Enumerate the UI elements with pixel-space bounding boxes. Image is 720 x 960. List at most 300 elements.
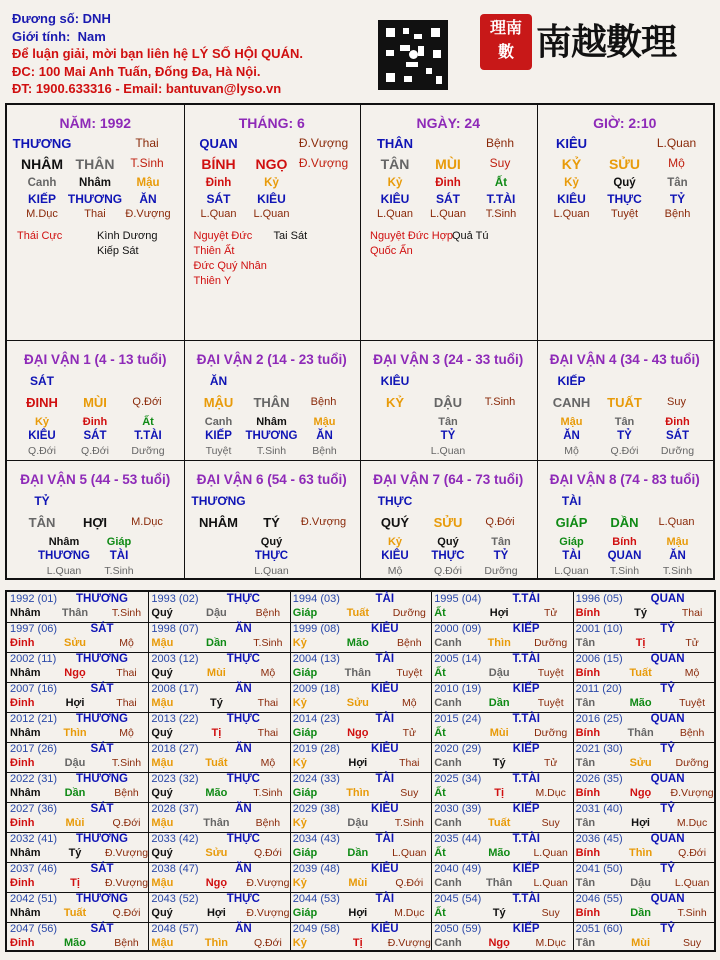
gender-label: Giới tính: <box>12 28 71 44</box>
year-cell <box>148 802 289 832</box>
year-branch: Tý <box>68 847 82 859</box>
year-stem: Canh <box>434 697 462 709</box>
dv-hidden-stem: Quý <box>437 536 459 548</box>
year-branch: Dậu <box>630 877 651 889</box>
year-cell <box>573 712 714 742</box>
year-state: Dưỡng <box>534 727 568 739</box>
year-label: 2025 (34) <box>434 773 482 785</box>
year-stem: Quý <box>151 607 173 619</box>
luck-title: ĐẠI VẬN 5 (44 - 53 tuổi) <box>20 472 171 487</box>
year-god: SÁT <box>90 743 114 755</box>
pillar-stem: KỶ <box>561 156 582 172</box>
year-branch: Thân <box>627 727 654 739</box>
year-god: TỶ <box>660 683 675 695</box>
year-god: KIÊU <box>371 623 399 635</box>
year-god: THỰC <box>226 833 260 845</box>
year-cell <box>148 712 289 742</box>
year-branch: Hợi <box>348 907 368 919</box>
dv-hidden-stem: Bính <box>612 536 637 548</box>
year-label: 2020 (29) <box>434 743 482 755</box>
year-branch: Mùi <box>348 877 368 889</box>
year-stem: Đinh <box>10 937 35 949</box>
pillar-title: NĂM: 1992 <box>59 115 132 131</box>
year-label: 2047 (56) <box>10 923 58 935</box>
year-state: Đ.Vượng <box>246 907 290 919</box>
year-stem: Kỷ <box>292 697 307 709</box>
pillar-state: Thai <box>135 136 159 150</box>
year-god: TỶ <box>660 923 675 935</box>
year-state: L.Quan <box>674 877 710 889</box>
year-cell <box>148 652 289 682</box>
year-state: Suy <box>683 937 702 949</box>
year-label: 2034 (43) <box>292 833 340 845</box>
year-god: KIẾP <box>512 623 540 635</box>
year-stem: Giáp <box>292 847 318 859</box>
pillar-hidden-god: THỰC <box>607 192 642 206</box>
year-label: 1993 (02) <box>151 593 199 605</box>
year-state: Q.Đới <box>253 847 282 859</box>
luck-branch: DẬU <box>433 395 463 410</box>
year-label: 2017 (26) <box>10 743 58 755</box>
year-state: Đ.Vượng <box>246 877 290 889</box>
year-god: THỰC <box>226 653 260 665</box>
year-branch: Tý <box>492 907 506 919</box>
major-luck-3 <box>360 342 537 460</box>
pillar-star: Thiên Y <box>193 275 232 287</box>
year-cell <box>431 802 572 832</box>
dv-hidden-state: Q.Đới <box>81 445 109 457</box>
dv-hidden-state: T.Sinh <box>104 565 134 577</box>
year-label: 2042 (51) <box>10 893 58 905</box>
year-state: Tuyệt <box>679 697 706 709</box>
year-branch: Tý <box>209 697 223 709</box>
pillar-hidden-stem: Kỷ <box>564 177 579 189</box>
dv-hidden-stem: Kỷ <box>34 416 50 428</box>
year-cell <box>7 892 148 922</box>
year-state: Đ.Vượng <box>670 787 714 799</box>
year-branch: Thìn <box>487 637 511 649</box>
year-state: Đ.Vượng <box>104 877 149 889</box>
pillar-hidden-state: T.Sinh <box>485 208 517 220</box>
year-label: 2033 (42) <box>151 833 199 845</box>
year-god: KIẾP <box>512 743 540 755</box>
year-state: Dưỡng <box>392 607 426 619</box>
pillar-star: Thiên Ất <box>193 245 235 257</box>
luck-branch: MÙI <box>83 395 107 410</box>
chart-grid <box>5 103 715 580</box>
year-cell <box>7 862 148 892</box>
pillar-star: Thái Cực <box>17 230 63 242</box>
pillar-hidden-state: L.Quan <box>376 208 414 220</box>
year-god: ĂN <box>235 743 252 755</box>
year-state: M.Dục <box>394 907 425 919</box>
year-state: Tử <box>402 727 417 739</box>
dv-hidden-state: Mộ <box>564 445 579 457</box>
year-cell <box>290 622 431 652</box>
dv-hidden-god: TÀI <box>109 550 129 562</box>
luck-stem: CANH <box>552 395 591 410</box>
year-stem: Tân <box>575 697 596 709</box>
year-state: Mộ <box>684 667 700 679</box>
year-god: KIẾP <box>512 923 540 935</box>
pillar-title: THÁNG: 6 <box>238 115 305 131</box>
year-god: TỶ <box>660 623 675 635</box>
pillar-hidden-state: L.Quan <box>429 208 467 220</box>
luck-title: ĐẠI VẬN 8 (74 - 83 tuổi) <box>549 472 700 487</box>
dv-hidden-stem: Giáp <box>106 536 132 548</box>
year-cell <box>290 652 431 682</box>
year-label: 2014 (23) <box>292 713 340 725</box>
pillar-star: Nguyệt Đức <box>193 230 253 242</box>
year-cell <box>573 682 714 712</box>
year-god: ĂN <box>235 923 252 935</box>
luck-title: ĐẠI VẬN 1 (4 - 13 tuổi) <box>23 352 167 367</box>
year-cell <box>431 772 572 802</box>
year-state: Thai <box>257 727 279 739</box>
year-god: THƯƠNG <box>76 773 128 785</box>
year-stem: Quý <box>151 907 173 919</box>
year-branch: Sửu <box>629 757 652 769</box>
year-cell <box>431 592 572 622</box>
year-stem: Kỷ <box>292 877 307 889</box>
luck-state: M.Dục <box>131 516 163 528</box>
year-label: 2035 (44) <box>434 833 482 845</box>
year-branch: Tuất <box>346 607 369 619</box>
year-branch: Tị <box>352 937 363 949</box>
luck-state: Q.Đới <box>132 396 162 408</box>
luck-state: Bệnh <box>310 396 337 408</box>
pillar-branch: SỬU <box>608 156 641 172</box>
year-cell <box>573 862 714 892</box>
year-stem: Quý <box>151 847 173 859</box>
year-stem: Giáp <box>292 907 318 919</box>
year-branch: Thìn <box>204 937 228 949</box>
luck-god: SÁT <box>30 374 54 388</box>
pillar-hidden-state: Thai <box>84 208 106 220</box>
year-label: 2001 (10) <box>575 623 623 635</box>
year-branch: Tuất <box>487 817 511 829</box>
year-cell <box>148 682 289 712</box>
year-state: M.Dục <box>676 817 708 829</box>
pillar-branch: THÂN <box>75 156 115 172</box>
year-stem: Bính <box>575 847 601 859</box>
year-branch: Thìn <box>346 787 370 799</box>
year-label: 2050 (59) <box>434 923 482 935</box>
year-cell <box>290 862 431 892</box>
year-god: TỶ <box>660 863 675 875</box>
year-state: Mộ <box>119 637 134 649</box>
year-branch: Ngọ <box>347 727 369 739</box>
year-stem: Ất <box>434 907 446 919</box>
year-branch: Thân <box>486 877 513 889</box>
year-branch: Mão <box>205 787 228 799</box>
year-label: 2013 (22) <box>151 713 199 725</box>
dv-hidden-stem: Mậu <box>560 416 583 428</box>
year-label: 2043 (52) <box>151 893 199 905</box>
year-branch: Sửu <box>63 637 87 649</box>
year-god: THƯƠNG <box>76 593 128 605</box>
dv-hidden-god: ĂN <box>316 430 333 442</box>
pillar-star: Nguyệt Đức Hợp <box>370 230 454 242</box>
year-cell <box>290 922 431 952</box>
year-state: Q.Đới <box>253 937 282 949</box>
major-luck-7 <box>360 462 537 580</box>
luck-god: ĂN <box>209 374 228 388</box>
year-god: SÁT <box>90 923 114 935</box>
luck-title: ĐẠI VẬN 6 (54 - 63 tuổi) <box>196 472 347 487</box>
year-state: Dưỡng <box>534 637 568 649</box>
year-cell <box>573 802 714 832</box>
phone-email-line: ĐT: 1900.633316 - Email: bantuvan@lyso.vn <box>12 81 282 96</box>
pillar-hidden-god: SÁT <box>436 192 460 206</box>
dv-hidden-stem: Đinh <box>665 416 690 428</box>
year-cell <box>573 892 714 922</box>
pillar-hidden-stem: Kỷ <box>387 177 403 189</box>
year-cell <box>7 712 148 742</box>
year-cell <box>573 742 714 772</box>
year-cell <box>148 892 289 922</box>
pillar-hidden-god: THƯƠNG <box>67 192 123 206</box>
year-cell <box>290 682 431 712</box>
year-stem: Giáp <box>292 667 318 679</box>
pillar-hidden-stem: Kỷ <box>264 177 279 189</box>
year-stem: Nhâm <box>10 907 41 919</box>
dv-hidden-god: THỰC <box>431 550 465 562</box>
year-stem: Ất <box>434 667 446 679</box>
year-state: Bệnh <box>255 817 281 829</box>
pillar-2 <box>184 105 361 340</box>
dv-hidden-state: T.Sinh <box>609 565 640 577</box>
year-state: Suy <box>400 787 419 799</box>
year-cell <box>148 742 289 772</box>
luck-stem: ĐINH <box>26 395 58 410</box>
year-stem: Ất <box>434 847 446 859</box>
year-state: Suy <box>541 817 560 829</box>
year-branch: Mão <box>629 697 652 709</box>
owner-value: DNH <box>82 11 111 26</box>
pillar-branch-state: Mộ <box>668 156 685 170</box>
year-stem: Tân <box>575 757 596 769</box>
luck-branch: SỬU <box>433 515 463 530</box>
year-cell <box>290 742 431 772</box>
luck-state: Q.Đới <box>485 516 515 528</box>
luck-state: T.Sinh <box>484 396 516 408</box>
year-branch: Dậu <box>206 607 227 619</box>
dv-hidden-god: ĂN <box>563 430 580 442</box>
year-label: 2016 (25) <box>575 713 623 725</box>
year-cell <box>148 922 289 952</box>
year-god: KIÊU <box>371 923 399 935</box>
year-branch: Hợi <box>65 697 85 709</box>
dv-hidden-god: TÀI <box>562 550 581 562</box>
year-stem: Kỷ <box>292 637 307 649</box>
dv-hidden-state: L.Quan <box>430 445 466 457</box>
pillar-stem-god: KIÊU <box>555 136 588 151</box>
year-state: Tử <box>543 757 558 769</box>
year-cell <box>7 682 148 712</box>
year-state: Tuyệt <box>537 697 564 709</box>
year-cell <box>573 592 714 622</box>
grid-line <box>7 460 713 461</box>
address-line: ĐC: 100 Mai Anh Tuấn, Đống Đa, Hà Nội. <box>12 63 261 79</box>
year-stem: Đinh <box>10 757 35 769</box>
year-branch: Dần <box>488 697 510 709</box>
year-branch: Tuất <box>629 667 652 679</box>
pillar-hidden-state: L.Quan <box>253 208 290 220</box>
year-label: 2044 (53) <box>292 893 340 905</box>
pillar-hidden-god: ĂN <box>139 192 157 206</box>
luck-god: THỰC <box>377 494 413 508</box>
year-state: M.Dục <box>535 787 566 799</box>
year-label: 2046 (55) <box>575 893 623 905</box>
year-cell <box>431 832 572 862</box>
year-state: Thai <box>116 697 137 709</box>
dv-hidden-god: KIÊU <box>28 430 56 442</box>
pillar-hidden-god: T.TÀI <box>486 192 516 206</box>
dv-hidden-stem: Đinh <box>82 416 108 428</box>
year-god: T.TÀI <box>512 893 540 905</box>
year-label: 2045 (54) <box>434 893 482 905</box>
year-stem: Giáp <box>292 787 318 799</box>
major-luck-8 <box>537 462 714 580</box>
luck-god: KIẾP <box>557 374 586 388</box>
year-state: Tử <box>685 637 699 649</box>
year-god: TỶ <box>660 743 675 755</box>
year-label: 2037 (46) <box>10 863 58 875</box>
year-god: THỰC <box>226 773 260 785</box>
year-state: Mộ <box>260 757 276 769</box>
pillar-branch: MÙI <box>435 156 461 172</box>
dv-hidden-stem: Ất <box>142 416 154 428</box>
year-god: TÀI <box>375 593 395 605</box>
year-branch: Ngọ <box>64 667 86 679</box>
year-label: 2032 (41) <box>10 833 58 845</box>
dv-hidden-state: Tuyệt <box>205 445 232 457</box>
major-luck-2 <box>184 342 361 460</box>
dv-hidden-god: ĂN <box>669 550 686 562</box>
pillar-hidden-stem: Đinh <box>435 177 461 189</box>
pillar-hidden-god: TỶ <box>669 192 686 206</box>
year-label: 2028 (37) <box>151 803 199 815</box>
year-branch: Ngọ <box>205 877 228 889</box>
year-stem: Bính <box>575 667 601 679</box>
year-god: T.TÀI <box>512 593 540 605</box>
year-cell <box>148 862 289 892</box>
dv-hidden-state: Q.Đới <box>610 445 639 457</box>
luck-branch: HỢI <box>82 515 108 530</box>
year-god: KIẾP <box>512 863 540 875</box>
year-cell <box>290 802 431 832</box>
year-state: Mộ <box>119 727 134 739</box>
year-god: KIÊU <box>371 743 399 755</box>
year-label: 1995 (04) <box>434 593 482 605</box>
year-state: T.Sinh <box>677 907 707 919</box>
major-luck-1 <box>7 342 184 460</box>
year-stem: Giáp <box>292 727 318 739</box>
year-cell <box>148 622 289 652</box>
dv-hidden-state: Dưỡng <box>131 445 165 457</box>
year-cell <box>148 832 289 862</box>
dv-hidden-state: L.Quan <box>554 565 589 577</box>
year-label: 2038 (47) <box>151 863 199 875</box>
year-cell <box>290 592 431 622</box>
pillar-stem: BÍNH <box>201 156 236 172</box>
dv-hidden-god: SÁT <box>666 430 689 442</box>
year-stem: Giáp <box>292 607 318 619</box>
luck-god: TỶ <box>34 494 50 508</box>
luck-title: ĐẠI VẬN 2 (14 - 23 tuổi) <box>196 352 347 367</box>
year-branch: Mùi <box>631 937 651 949</box>
year-cell <box>7 592 148 622</box>
year-state: Bệnh <box>255 607 281 619</box>
year-stem: Nhâm <box>10 607 41 619</box>
luck-stem: KỶ <box>385 395 405 410</box>
year-god: KIẾP <box>512 683 540 695</box>
luck-god: THƯƠNG <box>191 494 246 508</box>
year-stem: Tân <box>575 817 596 829</box>
logo-text: 南越數理 <box>536 21 677 63</box>
year-cell <box>148 592 289 622</box>
year-stem: Bính <box>575 607 601 619</box>
year-god: KIÊU <box>371 803 399 815</box>
year-label: 2021 (30) <box>575 743 623 755</box>
luck-stem: NHÂM <box>199 515 238 530</box>
year-label: 2029 (38) <box>292 803 340 815</box>
pillar-hidden-god: KIÊU <box>380 192 410 206</box>
dv-hidden-state: Dưỡng <box>660 445 695 457</box>
year-branch: Dần <box>206 637 227 649</box>
luck-state: Đ.Vượng <box>300 516 347 528</box>
year-label: 2030 (39) <box>434 803 482 815</box>
year-branch: Mùi <box>206 667 226 679</box>
year-label: 2004 (13) <box>292 653 340 665</box>
pillar-title: NGÀY: 24 <box>416 115 481 131</box>
qr-code-icon <box>378 20 448 90</box>
year-label: 2002 (11) <box>10 653 57 665</box>
year-state: Tử <box>543 607 558 619</box>
year-label: 2003 (12) <box>151 653 199 665</box>
year-label: 2006 (15) <box>575 653 623 665</box>
major-luck-4 <box>537 342 714 460</box>
year-stem: Nhâm <box>10 727 41 739</box>
year-cell <box>7 832 148 862</box>
pillar-stem-god: THÂN <box>376 136 414 151</box>
dv-hidden-state: Dưỡng <box>484 565 518 577</box>
year-cell <box>148 772 289 802</box>
year-stem: Canh <box>434 637 462 649</box>
year-stem: Ất <box>434 607 446 619</box>
year-branch: Tuất <box>205 757 228 769</box>
year-cell <box>7 622 148 652</box>
dv-hidden-god: THƯƠNG <box>38 550 90 562</box>
year-stem: Nhâm <box>10 667 41 679</box>
year-god: THỰC <box>226 713 260 725</box>
year-cell <box>573 922 714 952</box>
year-state: Q.Đới <box>112 817 141 829</box>
pillar-hidden-stem: Tân <box>667 177 688 189</box>
year-god: THỰC <box>226 893 260 905</box>
year-label: 2010 (19) <box>434 683 482 695</box>
dv-hidden-stem: Nhâm <box>48 536 80 548</box>
year-state: L.Quan <box>533 847 568 859</box>
year-label: 2036 (45) <box>575 833 623 845</box>
year-stem: Tân <box>575 877 596 889</box>
year-god: THỰC <box>226 593 260 605</box>
luck-god: KIÊU <box>380 374 410 388</box>
year-cell <box>431 712 572 742</box>
year-stem: Mậu <box>151 877 174 889</box>
year-branch: Thìn <box>628 847 653 859</box>
